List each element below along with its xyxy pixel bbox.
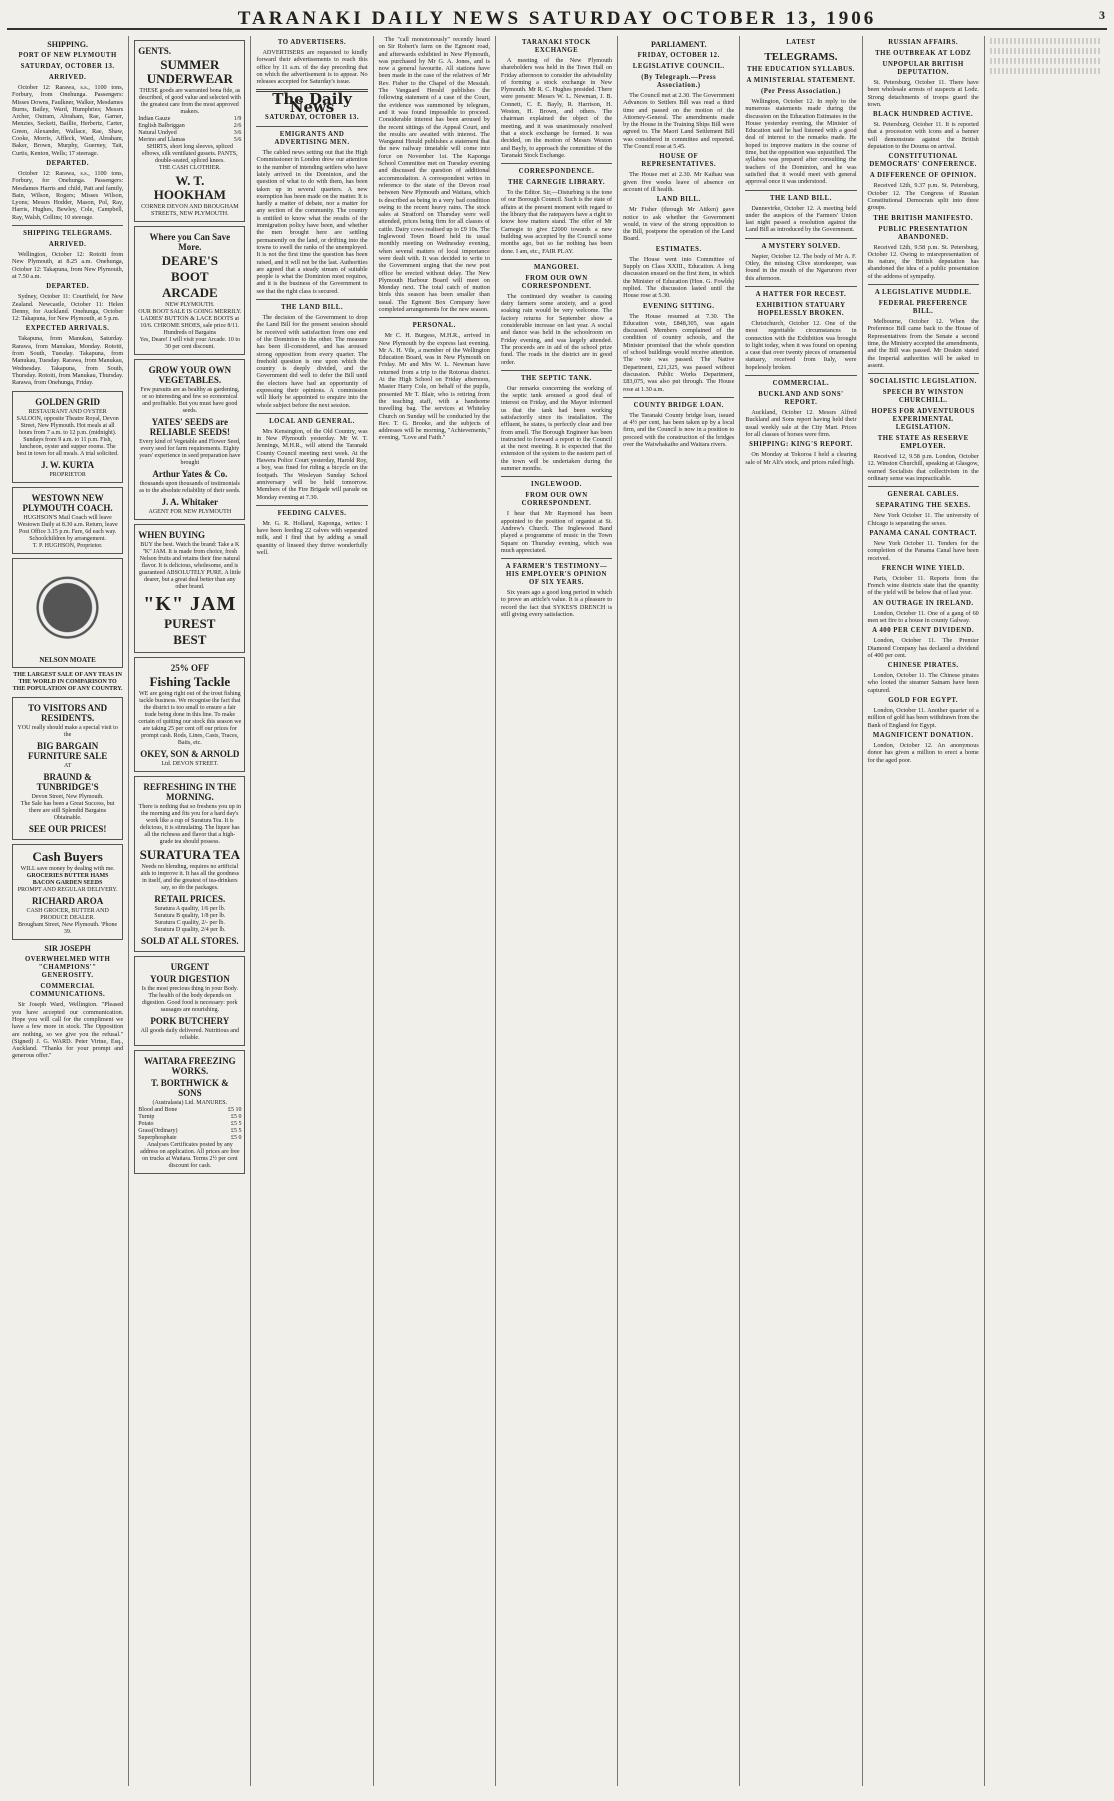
- grow-text: Few pursuits are as healthy as gardening, or so interesting and few so economical and profitable. But you must have good seeds.: [140, 387, 240, 414]
- yates-ad: [134, 359, 245, 520]
- pork-heading: PORK BUTCHERY: [150, 1016, 230, 1026]
- carnegie-text: To the Editor. Sir,—Disturbing is the tone of our Borough Council. Such is the state of affairs at the present moment with regard to the library that the ratepayers have a right to know how matters stand. The offer of Mr Carnegie to give £2000 towards a new building was accepted by the Council some months ago, but so far nothing has been done. I am, etc., FAIR PLAY.: [500, 189, 613, 255]
- ministerial-heading: A MINISTERIAL STATEMENT.: [746, 77, 856, 84]
- buckland-heading: BUCKLAND AND SONS' REPORT.: [758, 391, 844, 407]
- muddle-heading: A LEGISLATIVE MUDDLE.: [874, 289, 972, 297]
- manure-text: Analyses Certificates posted by any address on application. All prices are free on trucks at Waitara. Terms 2½ per cent discount for cash.: [140, 1142, 240, 1169]
- testimony-heading: A FARMER'S TESTIMONY—HIS EMPLOYER'S OPINION OF SIX YEARS.: [505, 563, 608, 587]
- hatter-sub: EXHIBITION STATUARY HOPELESSLY BROKEN.: [756, 301, 846, 317]
- kjam-best: BEST: [173, 632, 207, 647]
- aroa-sub: CASH GROCER, BUTTER AND PRODUCE DEALER.: [26, 908, 109, 922]
- telegrams-heading: SHIPPING TELEGRAMS.: [23, 230, 113, 238]
- wine-text: Paris, October 11. Reports from the French wine districts state that the quantity of the yield will be below that of last year.: [867, 574, 979, 597]
- manure-row: Turnip £5 0: [138, 1114, 242, 1120]
- whitaker-sub: AGENT FOR NEW PLYMOUTH: [148, 509, 232, 515]
- testimony-text: Six years ago a good long period in which to prove an article's value. It is a pleasure to record the fact that SYKES'S DRENCH is still giving every satisfaction.: [500, 589, 613, 619]
- digestion-heading: YOUR DIGESTION: [149, 974, 230, 984]
- muddle-sub: FEDERAL PREFERENCE BILL.: [878, 300, 968, 316]
- manifesto-text: Received 12th, 9.58 p.m. St. Petersburg, October 12. Owing to misrepresentation of its nature, the British deputation has abandoned the idea of a public presentation of the address of sympathy.: [867, 243, 979, 280]
- hopes-sub: THE STATE AS RESERVE EMPLOYER.: [877, 435, 969, 451]
- retail-item: Suratura C quality, 2/- per lb.: [154, 920, 225, 926]
- column-7: [740, 36, 862, 1786]
- tele-arrived-text: Wellington, October 12: Rotoiti from New Plymouth, at 8.25 a.m. Onehunga, October 12: Takapuna, from New Plymouth, at 7.50 a.m.: [12, 251, 124, 280]
- estimates-heading: ESTIMATES.: [655, 245, 702, 253]
- house-heading: HOUSE OF REPRESENTATIVES.: [641, 153, 717, 169]
- landbill-text: Dannevirke, October 12. A meeting held under the auspices of the Farmers' Union last night passed a resolution against the Land Bill as introduced by the Government.: [745, 204, 857, 234]
- stock-report-text: On Monday at Tokoroa I held a clearing sale of Mr Ali's stock, and prices ruled high.: [745, 451, 857, 466]
- magnificent-text: London, October 12. An anonymous donor has given a million to erect a home for the aged poor.: [867, 741, 979, 764]
- ireland-heading: AN OUTRAGE IN IRELAND.: [872, 599, 974, 607]
- black-text: St. Petersburg, October 11. It is reported that a procession with icons and a banner will demonstrate against the British deputation to the Douma on arrival.: [867, 121, 979, 151]
- commercial-heading: COMMERCIAL.: [772, 380, 830, 388]
- constitution-text: Received 12th, 9.37 p.m. St. Petersburg, October 12. The Congress of Russian Constitutional Democrats split into three groups.: [867, 182, 979, 212]
- pirates-heading: CHINESE PIRATES.: [887, 662, 959, 670]
- hookham-name: W. T. HOOKHAM: [153, 173, 226, 202]
- emigrants-heading: EMIGRANTS AND ADVERTISING MEN.: [274, 131, 350, 147]
- golden-grid-ad: [12, 391, 123, 483]
- deare-3: ARCADE: [162, 285, 218, 300]
- tele-arrived-heading: ARRIVED.: [48, 241, 87, 249]
- land-text: Mr Fisher (through Mr Aitken) gave notice to ask whether the Government would, in view of the strong opposition to the Bill, postpone the operation of the Land Board.: [623, 206, 735, 243]
- carnegie-heading: THE CARNEGIE LIBRARY.: [507, 179, 606, 187]
- hookham-side: THE CASH CLOTHIER.: [158, 165, 221, 171]
- mystery-text: Napier, October 12. The body of Mr A. F. Otley, the missing Clive storekeeper, was found in the mouth of the Ngaruroro river this afternoon.: [745, 252, 857, 282]
- underwear-text: THESE goods are warranted bona fide, as described, of good value and selected with the greatest care from the most approved makers.: [138, 88, 241, 115]
- manifesto-sub: PUBLIC PRESENTATION ABANDONED.: [878, 225, 968, 241]
- wine-heading: FRENCH WINE YIELD.: [881, 564, 965, 572]
- socialistic-heading: SOCIALISTIC LEGISLATION.: [869, 378, 977, 386]
- column-1: [7, 36, 129, 1786]
- personal-heading: PERSONAL.: [412, 322, 456, 330]
- borthwick-sub: (Australasia) Ltd. MANURES.: [152, 1100, 228, 1106]
- whitaker-name: J. A. Whitaker: [161, 497, 218, 507]
- departed-text: October 12: Rarawa, s.s., 1100 tons, Forbury, for Onehunga. Passengers: Mesdames Harris and child, Patt and family, Bain, Wilson, Rogers; Misses Wilson, Lyons; Messrs Hodder, Mason, Pol, Ray, Harris, Hughes, Bewley, Cole, Campbell, Ray, Walsh, Collins; 10 steerage.: [12, 169, 124, 221]
- telegrams-title: TELEGRAMS.: [764, 51, 838, 63]
- digestion-text: Is the most precious thing in your Body. The health of the body depends on digestion. Good food is necessary: pork sausages are nourishing.: [141, 986, 238, 1013]
- urgent-heading: URGENT: [170, 962, 210, 972]
- expected-heading: EXPECTED ARRIVALS.: [25, 325, 110, 333]
- braund-sub: Devon Street, New Plymouth.: [31, 794, 104, 801]
- sold-stores: SOLD AT ALL STORES.: [141, 936, 239, 946]
- constitution-sub: A DIFFERENCE OF OPINION.: [869, 172, 977, 180]
- lodz-text: St. Petersburg, October 11. There have been wholesale arrests of suspects at Lodz. Strong detachments of troops guard the town.: [867, 79, 979, 108]
- bridge-heading: COUNTY BRIDGE LOAN.: [633, 401, 724, 409]
- waitara-heading: WAITARA FREEZING WORKS.: [144, 1056, 236, 1076]
- newspaper-page: [7, 6, 1107, 1786]
- column-2: [129, 36, 251, 1786]
- mangorei-sub: FROM OUR OWN CORRESPONDENT.: [521, 274, 592, 290]
- gents-label: GENTS.: [138, 46, 171, 56]
- gold-text: London, October 11. Another quarter of a million of gold has been withdrawn from the Bank of England for Egypt.: [867, 707, 979, 729]
- fishing-title: Fishing Tackle: [149, 674, 231, 689]
- ireland-text: London, October 11. One of a gang of 60 men set fire to a house in county Galway.: [867, 609, 979, 624]
- parliament-date: FRIDAY, OCTOBER 12.: [637, 52, 720, 59]
- retail-heading: RETAIL PRICES.: [154, 894, 226, 904]
- council-heading: LEGISLATIVE COUNCIL.: [632, 63, 725, 70]
- where-save: Where you Can Save More.: [149, 232, 231, 252]
- manure-row: Superphosphate £5 0: [138, 1135, 242, 1141]
- when-buying: WHEN BUYING: [138, 530, 205, 540]
- septic-heading: THE SEPTIC TANK.: [520, 374, 592, 382]
- manure-list: [138, 1107, 241, 1142]
- yates-text-2: thousands upon thousands of testimonials as to the absolute reliability of their seeds.: [139, 481, 241, 494]
- hopes-text: Received 12, 9.58 p.m. London, October 12. Winston Churchill, speaking at Glasgow, warned Socialists that collectivism in the ordinary sense was impracticable.: [867, 453, 979, 483]
- kjam-text: BUY the best. Watch the brand: Take a K "K" JAM. It is made from choice, fresh Nelson fruits and retains their fine natural flavor. It is delicious, wholesome, and is guaranteed ABSOLUTELY PURE. A little dearer, but a great deal better than any other brand.: [138, 542, 241, 590]
- shipping-heading: SHIPPING.: [47, 40, 88, 49]
- port-heading: PORT OF NEW PLYMOUTH: [18, 52, 117, 59]
- deare-np: NEW PLYMOUTH.: [165, 302, 215, 308]
- price-row: English Balbriggan 2/6: [138, 123, 242, 129]
- mystery-heading: A MYSTERY SOLVED.: [761, 242, 841, 250]
- underwear-heading: SUMMER UNDERWEAR: [146, 57, 233, 86]
- lodz-sub: UNPOPULAR BRITISH DEPUTATION.: [882, 61, 964, 76]
- retail-item: Suratura A quality, 1/6 per lb.: [154, 906, 226, 912]
- deare-text: OUR BOOT SALE IS GOING MERRILY. LADIES' BUTTON & LACE BOOTS at 10/6. CHROME SHOES, sale price 8/11. Hundreds of Bargains: [138, 309, 242, 336]
- septic-text: Our remarks concerning the working of the septic tank aroused a good deal of interest on Friday, and the Mayor informed us that the tank had been working satisfactorily since its installation. The effluent, he states, is perfectly clear and free from smell. The Borough Engineer has been instructed to forward a report to the Council at the next meeting. It is expected that the extension of the system to the eastern part of the town will be undertaken during the summer months.: [500, 384, 613, 473]
- arrived-text: October 12: Rarawa, s.s., 1100 tons, Forbury, from Onehunga. Passengers: Misses Downs, Faulkner, Walker, Mesdames Burns, Bailey, Ward, Humphries; Messrs Archer, Outram, Abraham, Rae, Garner, Menzies, Seckett, Baillie, Herbertz, Carter, Green, Alexander, Wallace, Rae, Shaw, Cooke, Morris, Affleck, Ward, Abraham, Baker, Brown, Murphy, Guerney, Tait, Curtis, Kenton, Wells; 17 steerage.: [12, 84, 124, 157]
- lodz-heading: THE OUTBREAK AT LODZ: [875, 50, 972, 57]
- column-9: [985, 36, 1107, 1786]
- land-bill-text: The decision of the Government to drop the Land Bill for the present session should be received with satisfaction from one end of the Dominion to the other. The measure has been ill-considered, and has aroused strong opposition from every quarter. The freehold question is one upon which the country is deeply divided, and the Government did well to defer the Bill until the electors have had an opportunity of expressing their opinions. A commission will likely be appointed to enquire into the whole subject before the next session.: [256, 314, 368, 409]
- braund-ad: [12, 697, 123, 840]
- mangorei-heading: MANGOREI.: [533, 263, 580, 271]
- editorial-date: SATURDAY, OCTOBER 13.: [265, 114, 360, 122]
- column-4: [374, 36, 496, 1786]
- kurta-sub: PROPRIETOR: [49, 471, 86, 478]
- borthwick-name: T. BORTHWICK & SONS: [150, 1078, 229, 1098]
- yates-heading: YATES' SEEDS are RELIABLE SEEDS!: [149, 417, 230, 437]
- pirates-text: London, October 11. The Chinese pirates who looted the steamer Sainam have been captured.: [867, 672, 979, 694]
- refresh-heading: REFRESHING IN THE MORNING.: [143, 782, 237, 802]
- manure-row: Blood and Bone £5 10: [138, 1107, 242, 1113]
- okey-name: OKEY, SON & ARNOLD: [140, 749, 240, 759]
- russian-heading: RUSSIAN AFFAIRS.: [888, 39, 959, 46]
- shipping-date: SATURDAY, OCTOBER 13.: [20, 63, 115, 70]
- visitors-text: YOU really should make a special visit to the: [17, 725, 118, 739]
- press-association: (Per Press Association.): [760, 88, 841, 95]
- golden-grid-text: RESTAURANT AND OYSTER SALOON, opposite Theatre Royal, Devon Street, New Plymouth. Hot meals at all hours from 7 a.m. to 12 p.m. (midnight). Sundays from 9 a.m. to 11 p.m. Fish, luncheon, oyster and supper rooms. The best in town for all meals. A trial solicited.: [16, 408, 119, 457]
- aroa-address: Brougham Street, New Plymouth. 'Phone 39.: [18, 922, 118, 936]
- bridge-text: The Taranaki County bridge loan, issued at 4½ per cent, has been taken up by a local firm, and the Council is now in a position to proceed with the construction of the bridges over the Waiwhakaiho and Waitara rivers.: [623, 411, 735, 448]
- grow-heading: GROW YOUR OWN VEGETABLES.: [148, 365, 232, 385]
- underwear-price-list: [138, 116, 241, 144]
- deare-2: BOOT: [171, 269, 209, 284]
- stock-exchange-heading: TARANAKI STOCK EXCHANGE: [522, 39, 591, 54]
- suratura-title: SURATURA TEA: [139, 847, 240, 862]
- manure-row: Grass(Ordinary) £5 5: [138, 1128, 242, 1134]
- commercial-comm-text: Sir Joseph Ward, Wellington. "Pleased you have accepted our communication. Hope you will call for the compliment we have a few more in stock. The Opposition are nothing, so we give you the refusal." (Signed) J. G. WARD. Peter Virtue, Esq., Auckland. "Thanks for your prompt and generous offer.": [12, 1001, 124, 1060]
- kjam-ad: [134, 524, 245, 653]
- dividend-text: London, October 11. The Premier Diamond Company has declared a dividend of 400 per cent.: [867, 637, 979, 659]
- constitution-heading: CONSTITUTIONAL DEMOCRATS' CONFERENCE.: [869, 153, 977, 169]
- tele-departed-text: Sydney, October 11: Courtfield, for New Zealand. Newcastle, October 11: Helen Denny, for Auckland. Onehunga, October 12: Takapuna, for New Plymouth, at 5 p.m.: [12, 293, 124, 323]
- sexes-text: New York October 11. The university of Chicago is separating the sexes.: [867, 512, 979, 527]
- price-row: Indian Gauze 1/9: [138, 116, 242, 122]
- pork-text: All goods daily delivered. Nutritious and reliable.: [140, 1028, 239, 1041]
- mangorei-text: The continued dry weather is causing dairy farmers some anxiety, and a good soaking rain would be very welcome. The factory returns for September show a considerable increase on last year. A social and dance was held in the schoolroom on Friday evening, and was largely attended. The proceeds are in aid of the school prize fund. The roads in the district are in good order.: [500, 292, 613, 366]
- nelson-moate-logo: [12, 558, 123, 668]
- fishing-text: WE are going right out of the trout fishing tackle business. We recognise the fact that the district is too small to ensure a fair trade being done in this line. To make certain of quitting our stock this season we are taking 25 per cent off our prices for prompt cash. Rods, Lines, Casts, Traces, Baits, etc.: [138, 691, 242, 746]
- evening-text: The House resumed at 7.30. The Education vote, £848,305, was again discussed. Members complained of the condition of country schools, and the Minister promised that the whole question of school buildings would receive attention. The vote was passed. The Native Department, £21,325, was passed without discussion. Public Works Department, £83,075, was also put through. The House rose at 1.30 a.m.: [623, 312, 735, 393]
- nelson-logo-text: NELSON MOATE: [39, 656, 96, 665]
- local-heading: LOCAL AND GENERAL.: [269, 417, 355, 425]
- nelson-sub: THE LARGEST SALE OF ANY TEAS IN THE WORLD IN COMPARISON TO THE POPULATION OF ANY COUNTRY.: [12, 671, 123, 693]
- suratura-ad: [134, 776, 245, 952]
- cash-text: WILL save money by dealing with me.: [20, 866, 115, 873]
- okey-sub: Ltd. DEVON STREET.: [161, 761, 219, 767]
- panama-text: New York October 11. Tenders for the completion of the Panama Canal have been received.: [867, 539, 979, 562]
- parliament-heading: PARLIAMENT.: [650, 40, 707, 49]
- land-heading: LAND BILL.: [656, 196, 701, 204]
- house-text: The House met at 2.30. Mr Kaihau was given five weeks leave of absence on account of ill health.: [623, 171, 735, 193]
- prompt-delivery: PROMPT AND REGULAR DELIVERY.: [17, 887, 118, 894]
- emigrants-text: The cabled news setting out that the High Commissioner in London drew our attention to the number of intending settlers who have lately arrived in the Dominion, and the question of what to do with them, has been taken up in several quarters. A new exemption has been made on the matter. It is hardly a matter of debate, nor a matter for any section of the community. The country is entitled to know what the results of the immigration policy have been, and whether the men brought here are settling permanently on the land, or drifting into the towns to swell the ranks of the unemployed. It is not the first time the question has been raised, and it will not be the last. Authorities are agreed that a steady stream of suitable people is what the Dominion most requires, and it is the business of the Government to see that the right class is secured.: [256, 149, 368, 295]
- deare-ad: [134, 226, 245, 355]
- hopes-heading: HOPES FOR ADVENTUROUS EXPERIMENTAL LEGISLATION.: [871, 408, 975, 432]
- overwhelmed-heading: OVERWHELMED WITH "CHAMPIONS'" GENEROSITY.: [24, 956, 111, 980]
- suratura-text: Needs no blending, requires no artificial aids to improve it. It has all the goodness in itself, and the greatest of tea-drinkers say, so do the packages.: [140, 864, 240, 891]
- buckland-text: Auckland, October 12. Messrs Alfred Buckland and Sons report having held their usual weekly sale at the City Mart. Prices for all classes of horses were firm.: [745, 409, 857, 438]
- column-6: [618, 36, 740, 1786]
- panama-heading: PANAMA CANAL CONTRACT.: [869, 529, 977, 537]
- feeding-heading: FEEDING CALVES.: [277, 509, 347, 517]
- latest-label: LATEST: [786, 39, 816, 46]
- column-3: [251, 36, 373, 1786]
- price-row: Merino and Llamas 5/6: [138, 137, 242, 143]
- borthwick-ad: [134, 1050, 245, 1174]
- newspaper-masthead: [7, 6, 1107, 30]
- hughson-name: T. P. HUGHSON, Proprietor.: [32, 542, 103, 549]
- masthead-title: TARANAKI DAILY NEWS SATURDAY OCTOBER 13, 1906: [237, 8, 877, 29]
- personal-text: Mr C. H. Burgess, M.H.R., arrived in New Plymouth by the express last evening. Mr A. H. Vile, a member of the Wellington Education Board, was in New Plymouth on Friday. Mr and Mrs W. L. Newman have returned from a trip to the Rotorua district. At the High School on Friday afternoon, Master Harry Cole, on behalf of the pupils, presented Mr T. Blair, who is retiring from the teaching staff, with a handsome travelling bag. The services at Whiteley Church on Sunday will be conducted by the Rev. T. G. Brooke, and the subjects of addresses will be morning, "Achievements," evening, "Love and Faith.": [378, 332, 490, 442]
- kurta-name: J. W. KURTA: [41, 459, 95, 470]
- manifesto-heading: THE BRITISH MANIFESTO.: [873, 214, 974, 222]
- deare-fine: Yes, Deare! I will visit your Arcade. 10 to 30 per cent discount.: [139, 337, 241, 350]
- cash-buyers: Cash Buyers: [32, 849, 103, 865]
- news-text: The "call monotonously" recently heard on Sir Robert's farm on the Egmont road, and afterwards exhibited in New Plymouth, was purchased by Mr G. A. Jones, and is now a general favourite. All stations have been made in the case of the relatives of Mr Rev. Fisher to the Chapel of the Messiah. The Vanguard Herald publishes the following statement of a case of the Court, the evidence was summoned by telegram, and it was found impossible to proceed. Considerable interest has been aroused by the recent sittings of the Appeal Court, and the results are awaited with interest. The Wanganui Herald publishes a statement that the new railway timetable will come into force on November 1st. The Kaponga School Committee met on Tuesday evening and discussed the question of additional accommodation. A correspondent writes in reference to the state of the Devon road between New Plymouth and Waitara, which is described as being in a very bad condition owing to the recent heavy rains. The stock sales at Stratford on Thursday were well attended, prices being firm for all classes of cattle. Dairy cows realised up to £9 10s. The Inglewood Town Board held its usual monthly meeting on Wednesday evening, when several matters of local importance were dealt with. It was decided to write to the Government urging that the new post office be erected without delay. The New Plymouth Harbour Board will meet on Monday next. The total catch of mutton birds this season has been smaller than usual. The Egmont Box Company have completed arrangements for the new season.: [378, 36, 490, 313]
- retail-item: Suratura D quality, 2/4 per lb.: [154, 927, 226, 933]
- visitors-heading: TO VISITORS AND RESIDENTS.: [28, 703, 108, 724]
- coach-title: WESTOWN NEW PLYMOUTH COACH.: [22, 492, 113, 513]
- magnificent-heading: MAGNIFICENT DONATION.: [872, 731, 974, 739]
- see-prices: SEE OUR PRICES!: [28, 824, 107, 835]
- departed-heading: DEPARTED.: [46, 159, 90, 167]
- shirts-text: SHIRTS, short long sleeves, spliced elbows, silk ventilated gussets. PANTS, double-seated, spliced knees.: [142, 144, 238, 164]
- stock-report-heading: SHIPPING: KING'S REPORT.: [749, 441, 853, 449]
- kjam-title: "K" JAM: [143, 593, 237, 615]
- tele-departed-heading: DEPARTED.: [46, 283, 90, 291]
- stock-exchange-text: A meeting of the New Plymouth shareholders was held in the Town Hall on Friday afternoon to consider the advisability of forming a stock exchange in New Plymouth. Mr R. C. Hughes presided. There were present: Messrs W. L. Newman, J. B. Connett, C. E. Bayly, R. Harrison, H. Weston, H. Brown, and others. The chairman explained the object of the meeting, and it was unanimously resolved that a stock exchange be formed. It was decided, on the motion of Messrs Weston and Bayly, to approach the committee of the Taranaki Stock Exchange.: [500, 57, 613, 159]
- aroa-name: RICHARD AROA: [31, 896, 104, 907]
- bargain-heading: BIG BARGAIN FURNITURE SALE: [27, 741, 108, 762]
- dividend-heading: A 400 PER CENT DIVIDEND.: [872, 627, 975, 635]
- yates-co: Arthur Yates & Co.: [152, 469, 228, 479]
- refresh-text: There is nothing that so freshens you up in the morning and fits you for a hard day's work like a cup of Suratura Tea. It is delicious, it is stimulating. The liquor has all the richness and flavor that a high-grade tea should possess.: [138, 804, 241, 845]
- inglewood-text: I hear that Mr Raymond has been appointed to the position of organist at St. Andrew's Church. The Inglewood Band played a programme of music in the Town Square on Thursday evening, which was much appreciated.: [500, 510, 613, 554]
- deare-1: DEARE'S: [161, 253, 218, 268]
- braund-text: The Sale has been a Great Success, but there are still Splendid Bargains Obtainable.: [20, 801, 115, 822]
- muddle-text: Melbourne, October 12. When the Preference Bill came back to the House of Representatives from the Senate a second time, the Ministry accepted the amendments, and the Bill was passed. Mr Deakin stated the Imperial authorities will be asked to assent.: [867, 318, 979, 369]
- manure-row: Potato £5 5: [138, 1121, 242, 1127]
- cables-heading: GENERAL CABLES.: [887, 491, 959, 499]
- advertisers-text: ADVERTISERS are requested to kindly forward their advertisements to reach this office by 11 a.m. of the day preceding that on which the advertisement is to appear. No releases accepted for Saturday's issue.: [256, 49, 368, 86]
- page-number: 3: [1099, 8, 1105, 22]
- aroa-ad: [12, 844, 123, 940]
- fishing-ad: [134, 657, 245, 772]
- syllabus-heading: THE EDUCATION SYLLABUS.: [747, 66, 855, 73]
- advertisers-heading: TO ADVERTISERS.: [277, 39, 347, 46]
- column-5: [496, 36, 618, 1786]
- coach-ad: [12, 487, 123, 554]
- feeding-text: Mr. G. R. Holland, Kaponga, writes: I have been feeding 22 calves with separated milk, and I find that by adding a small quantity of linseed they thrive wonderfully well.: [256, 519, 368, 557]
- hookham-address: CORNER DEVON AND BROUGHAM STREETS, NEW PLYMOUTH.: [141, 204, 239, 217]
- braund-name: BRAUND & TUNBRIDGE'S: [36, 772, 99, 793]
- estimates-text: The House went into Committee of Supply on Class XXIII., Education. A long discussion ensued on the first item, in which the Minister of Education (Hon. G. Fowlds) replied. The discussion lasted until the House rose at 5.30.: [623, 255, 735, 300]
- hookham-ad: [134, 40, 245, 222]
- syllabus-text: Wellington, October 12. In reply to the numerous statements made during the discussion on the Education Estimates in the House yesterday evening, the Minister of Education said he had listened with a good deal of interest to the remarks made. He hoped to improve matters in the course of time, but the opposition was unjustified. The syllabus was prepared after consulting the teachers of the Dominion, and he was satisfied that it would meet with general approval once it was understood.: [745, 98, 857, 186]
- golden-grid-title: GOLDEN GRID: [35, 396, 100, 407]
- column-8: [863, 36, 985, 1786]
- joseph-heading: SIR JOSEPH: [44, 944, 91, 954]
- council-sub: (By Telegraph.—Press Association.): [641, 74, 717, 89]
- editorial-masthead: The Daily News: [272, 90, 352, 116]
- coach-text: HUGHSON'S Mail Coach will leave Westown Daily at 8.30 a.m. Return, leave Post Office 3.15 p.m. Fare, 6d each way. Schoolchildren by arrangement.: [17, 514, 118, 542]
- hatter-heading: A HATTER FOR RECEST.: [755, 290, 847, 298]
- land-bill-heading: THE LAND BILL.: [281, 304, 344, 312]
- commercial-comm-heading: COMMERCIAL COMMUNICATIONS.: [30, 983, 106, 999]
- churchill-heading: SPEECH BY WINSTON CHURCHILL.: [882, 389, 964, 405]
- fishing-pct: 25% OFF: [170, 663, 209, 673]
- at-label: AT: [63, 763, 72, 770]
- inglewood-heading: INGLEWOOD.: [531, 481, 582, 489]
- local-text: Mrs Kensington, of the Old Country, was in New Plymouth yesterday. Mr W. T. Jennings, M.H.R., will attend the Taranaki County Council meeting next week. At the Hawera Police Court yesterday, Harold Roy, a boy, was fined for riding a bicycle on the footpath. The Wesleyan Sunday School anniversary will be held tomorrow. Members of the Fire Brigade will parade on Monday evening at 7.30.: [256, 427, 368, 501]
- sexes-heading: SEPARATING THE SEXES.: [875, 502, 971, 510]
- council-text: The Council met at 2.30. The Government Advances to Settlers Bill was read a third time and passed on the motion of the Attorney-General. The amendments made by the House in the Training Ships Bill were agreed to. The Maori Land Settlement Bill was considered in committee and reported. The Council rose at 5.45.: [623, 92, 735, 151]
- kjam-purest: PUREST: [164, 616, 216, 631]
- retail-item: Suratura B quality, 1/8 per lb.: [154, 913, 226, 919]
- price-row: Natural Undyed 3/6: [138, 130, 242, 136]
- evening-heading: EVENING SITTING.: [642, 302, 715, 310]
- correspondence-heading: CORRESPONDENCE.: [518, 168, 595, 176]
- pork-ad: [134, 956, 245, 1046]
- inglewood-sub: FROM OUR OWN CORRESPONDENT.: [521, 492, 592, 508]
- expected-text: Takapuna, from Manukau, Saturday. Rarawa, from Manukau, Monday. Rotoiti, from South, Tuesday. Takapuna, from Manukau, Tuesday. Rarawa, from Manukau, Wednesday. Takapuna, from South, Thursday. Rotoiti, from Manukau, Thursday. Rarawa, from Onehunga, Friday.: [12, 335, 124, 387]
- landbill-heading: THE LAND BILL.: [769, 194, 832, 202]
- arrived-heading: ARRIVED.: [48, 74, 87, 81]
- black-heading: BLACK HUNDRED ACTIVE.: [873, 111, 974, 119]
- hatter-text: Christchurch, October 12. One of the most regrettable circumstances in connection with the Exhibition was brought to light today, when it was found on opening a case that over twenty pieces of ornamental statuary, received from Italy, were hopelessly broken.: [745, 319, 857, 371]
- gold-heading: GOLD FOR EGYPT.: [888, 697, 959, 705]
- yates-text: Every kind of Vegetable and Flower Seed, every seed for farm requirements. Eighty years' experience in seed preparation have brought: [139, 439, 241, 466]
- groceries-list: GROCERIES BUTTER HAMS BACON GARDEN SEEDS: [26, 873, 109, 887]
